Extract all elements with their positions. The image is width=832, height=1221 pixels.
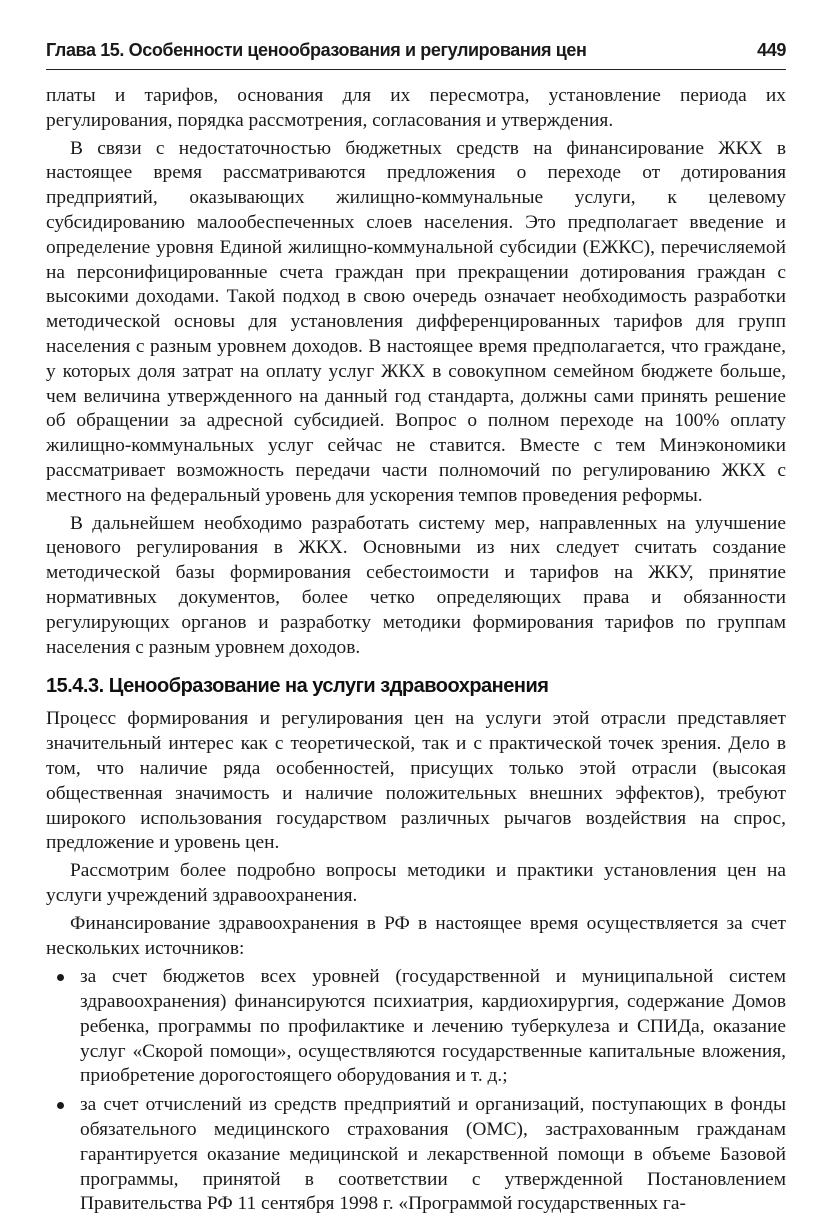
body-text [46,84,786,1221]
bullet-icon [57,974,64,981]
bullet-icon [57,1102,64,1109]
paragraph: В связи с недостаточностью бюджетных средств на финансирование ЖКХ в настоящее время рассматриваются предложения о переходе от дотирования предприятий, оказывающих жилищно-коммунальные услуги, к целевому субсидированию малообеспеченных слоев населения. Это предполагает введение и определение уровня Единой жилищно-коммунальной субсидии (ЕЖКС), перечисляемой на персонифицированные счета граждан при прекращении дотирования граждан с высокими доходами. Такой подход в свою очередь означает необходимость разработки методической основы для установления дифференцированных тарифов для групп населения с разным уровнем доходов. В настоящее время предполагается, что граждане, у которых доля затрат на оплату услуг ЖКХ в совокупном семейном бюджете больше, чем величина утвержденного на данный год стандарта, должны сами принять решение об обращении за адресной субсидией. Вопрос о полном переходе на 100% оплату жилищно-коммунальных услуг сейчас не ставится. Вместе с тем Минэкономики рассматривает возможность передачи части полномочий по регулированию ЖКХ с местного на федеральный уровень для ускорения темпов проведения реформы. [46,137,786,506]
page-number: 449 [757,40,786,60]
list-item-text: за счет бюджетов всех уровней (государственной и муниципальной систем здравоохранения) финансируются психиатрия, кардиохирургия, содержание Домов ребенка, программы по профилактике и лечению туберкулеза и СПИДа, оказание услуг «Скорой помощи», осуществляются государственные капитальные вложения, приобретение дорогостоящего оборудования и т. д.; [80,966,786,1087]
paragraph: Рассмотрим более подробно вопросы методики и практики установления цен на услуги учреждений здравоохранения. [46,860,786,906]
running-head [46,40,786,61]
bullet-list [46,965,786,1217]
paragraph: платы и тарифов, основания для их пересмотра, установление периода их регулирования, порядка рассмотрения, согласования и утверждения. [46,85,786,131]
paragraph: Процесс формирования и регулирования цен на услуги этой отрасли представляет значительный интерес как с теоретической, так и с практической точек зрения. Дело в том, что наличие ряда особенностей, присущих только этой отрасли (высокая общественная значимость и наличие положительных внешних эффектов), требуют широкого использования государством различных рычагов воздействия на спрос, предложение и уровень цен. [46,708,786,854]
list-item [46,965,786,1089]
list-item-text: за счет отчислений из средств предприятий и организаций, поступающих в фонды обязательного медицинского страхования (ОМС), застрахованным гражданам гарантируется оказание медицинской и лекарственной помощи в объеме Базовой программы, принятой в соответствии с утвержденной Постановлением Правительства РФ 11 сентября 1998 г. «Программой государственных га- [80,1094,786,1215]
paragraph: Финансирование здравоохранения в РФ в настоящее время осуществляется за счет нескольких источников: [46,912,786,959]
section-heading: 15.4.3. Ценообразование на услуги здравоохранения [46,675,549,698]
paragraph: В дальнейшем необходимо разработать систему мер, направленных на улучшение ценового регулирования в ЖКХ. Основными из них следует считать создание методической базы формирования себестоимости и тарифов на ЖКУ, принятие нормативных документов, более четко определяющих права и обязанности регулирующих органов и разработку методики формирования тарифов по группам населения с разным уровнем доходов. [46,512,786,658]
chapter-title: Глава 15. Особенности ценообразования и регулирования цен [46,40,587,60]
header-rule [46,69,786,70]
list-item [46,1093,786,1217]
